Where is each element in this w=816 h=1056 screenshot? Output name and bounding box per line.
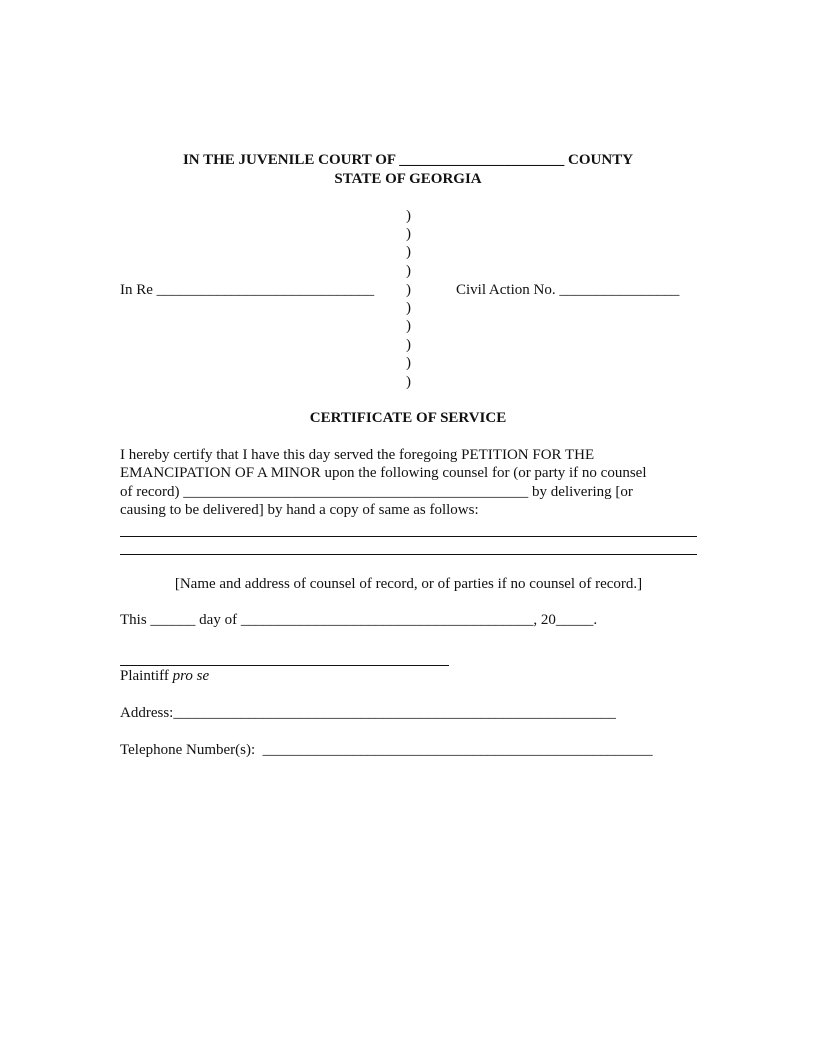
- court-header: IN THE JUVENILE COURT OF ______________________ COUNTY: [182, 152, 634, 168]
- caption-paren: ): [406, 374, 411, 390]
- caption-paren: ): [406, 355, 411, 371]
- certify-paragraph-line: causing to be delivered] by hand a copy of same as follows:: [120, 502, 479, 518]
- caption-paren: ): [406, 263, 411, 279]
- state-header: STATE OF GEORGIA: [334, 171, 482, 187]
- pro-se-label: pro se: [172, 668, 210, 684]
- certify-paragraph-line: I hereby certify that I have this day served the foregoing PETITION FOR THE: [120, 447, 595, 463]
- certificate-title: CERTIFICATE OF SERVICE: [309, 410, 507, 426]
- date-line[interactable]: This ______ day of _______________________________________, 20_____.: [120, 612, 598, 628]
- caption-paren: ): [406, 208, 411, 224]
- caption-paren: ): [406, 244, 411, 260]
- civil-action-field[interactable]: Civil Action No. ________________: [456, 282, 680, 298]
- telephone-field[interactable]: Telephone Number(s): ____________________________________________________: [120, 742, 653, 758]
- name-address-note: [Name and address of counsel of record, or of parties if no counsel of record.]: [174, 576, 643, 592]
- caption-paren: ): [406, 300, 411, 316]
- served-party-blank-line[interactable]: [120, 554, 697, 555]
- signature-line[interactable]: [120, 665, 449, 666]
- in-re-field[interactable]: In Re _____________________________: [120, 282, 375, 298]
- caption-paren: ): [406, 318, 411, 334]
- caption-paren: ): [406, 226, 411, 242]
- caption-paren: ): [406, 282, 411, 298]
- caption-paren: ): [406, 337, 411, 353]
- served-party-blank-line[interactable]: [120, 536, 697, 537]
- address-field[interactable]: Address:___________________________________________________________: [120, 705, 616, 721]
- certify-paragraph-line: EMANCIPATION OF A MINOR upon the following counsel for (or party if no counsel: [120, 465, 647, 481]
- plaintiff-label: [120, 667, 209, 685]
- certify-paragraph-line[interactable]: of record) ______________________________________________ by delivering [or: [120, 484, 633, 500]
- plaintiff-label-text: Plaintiff: [120, 668, 169, 684]
